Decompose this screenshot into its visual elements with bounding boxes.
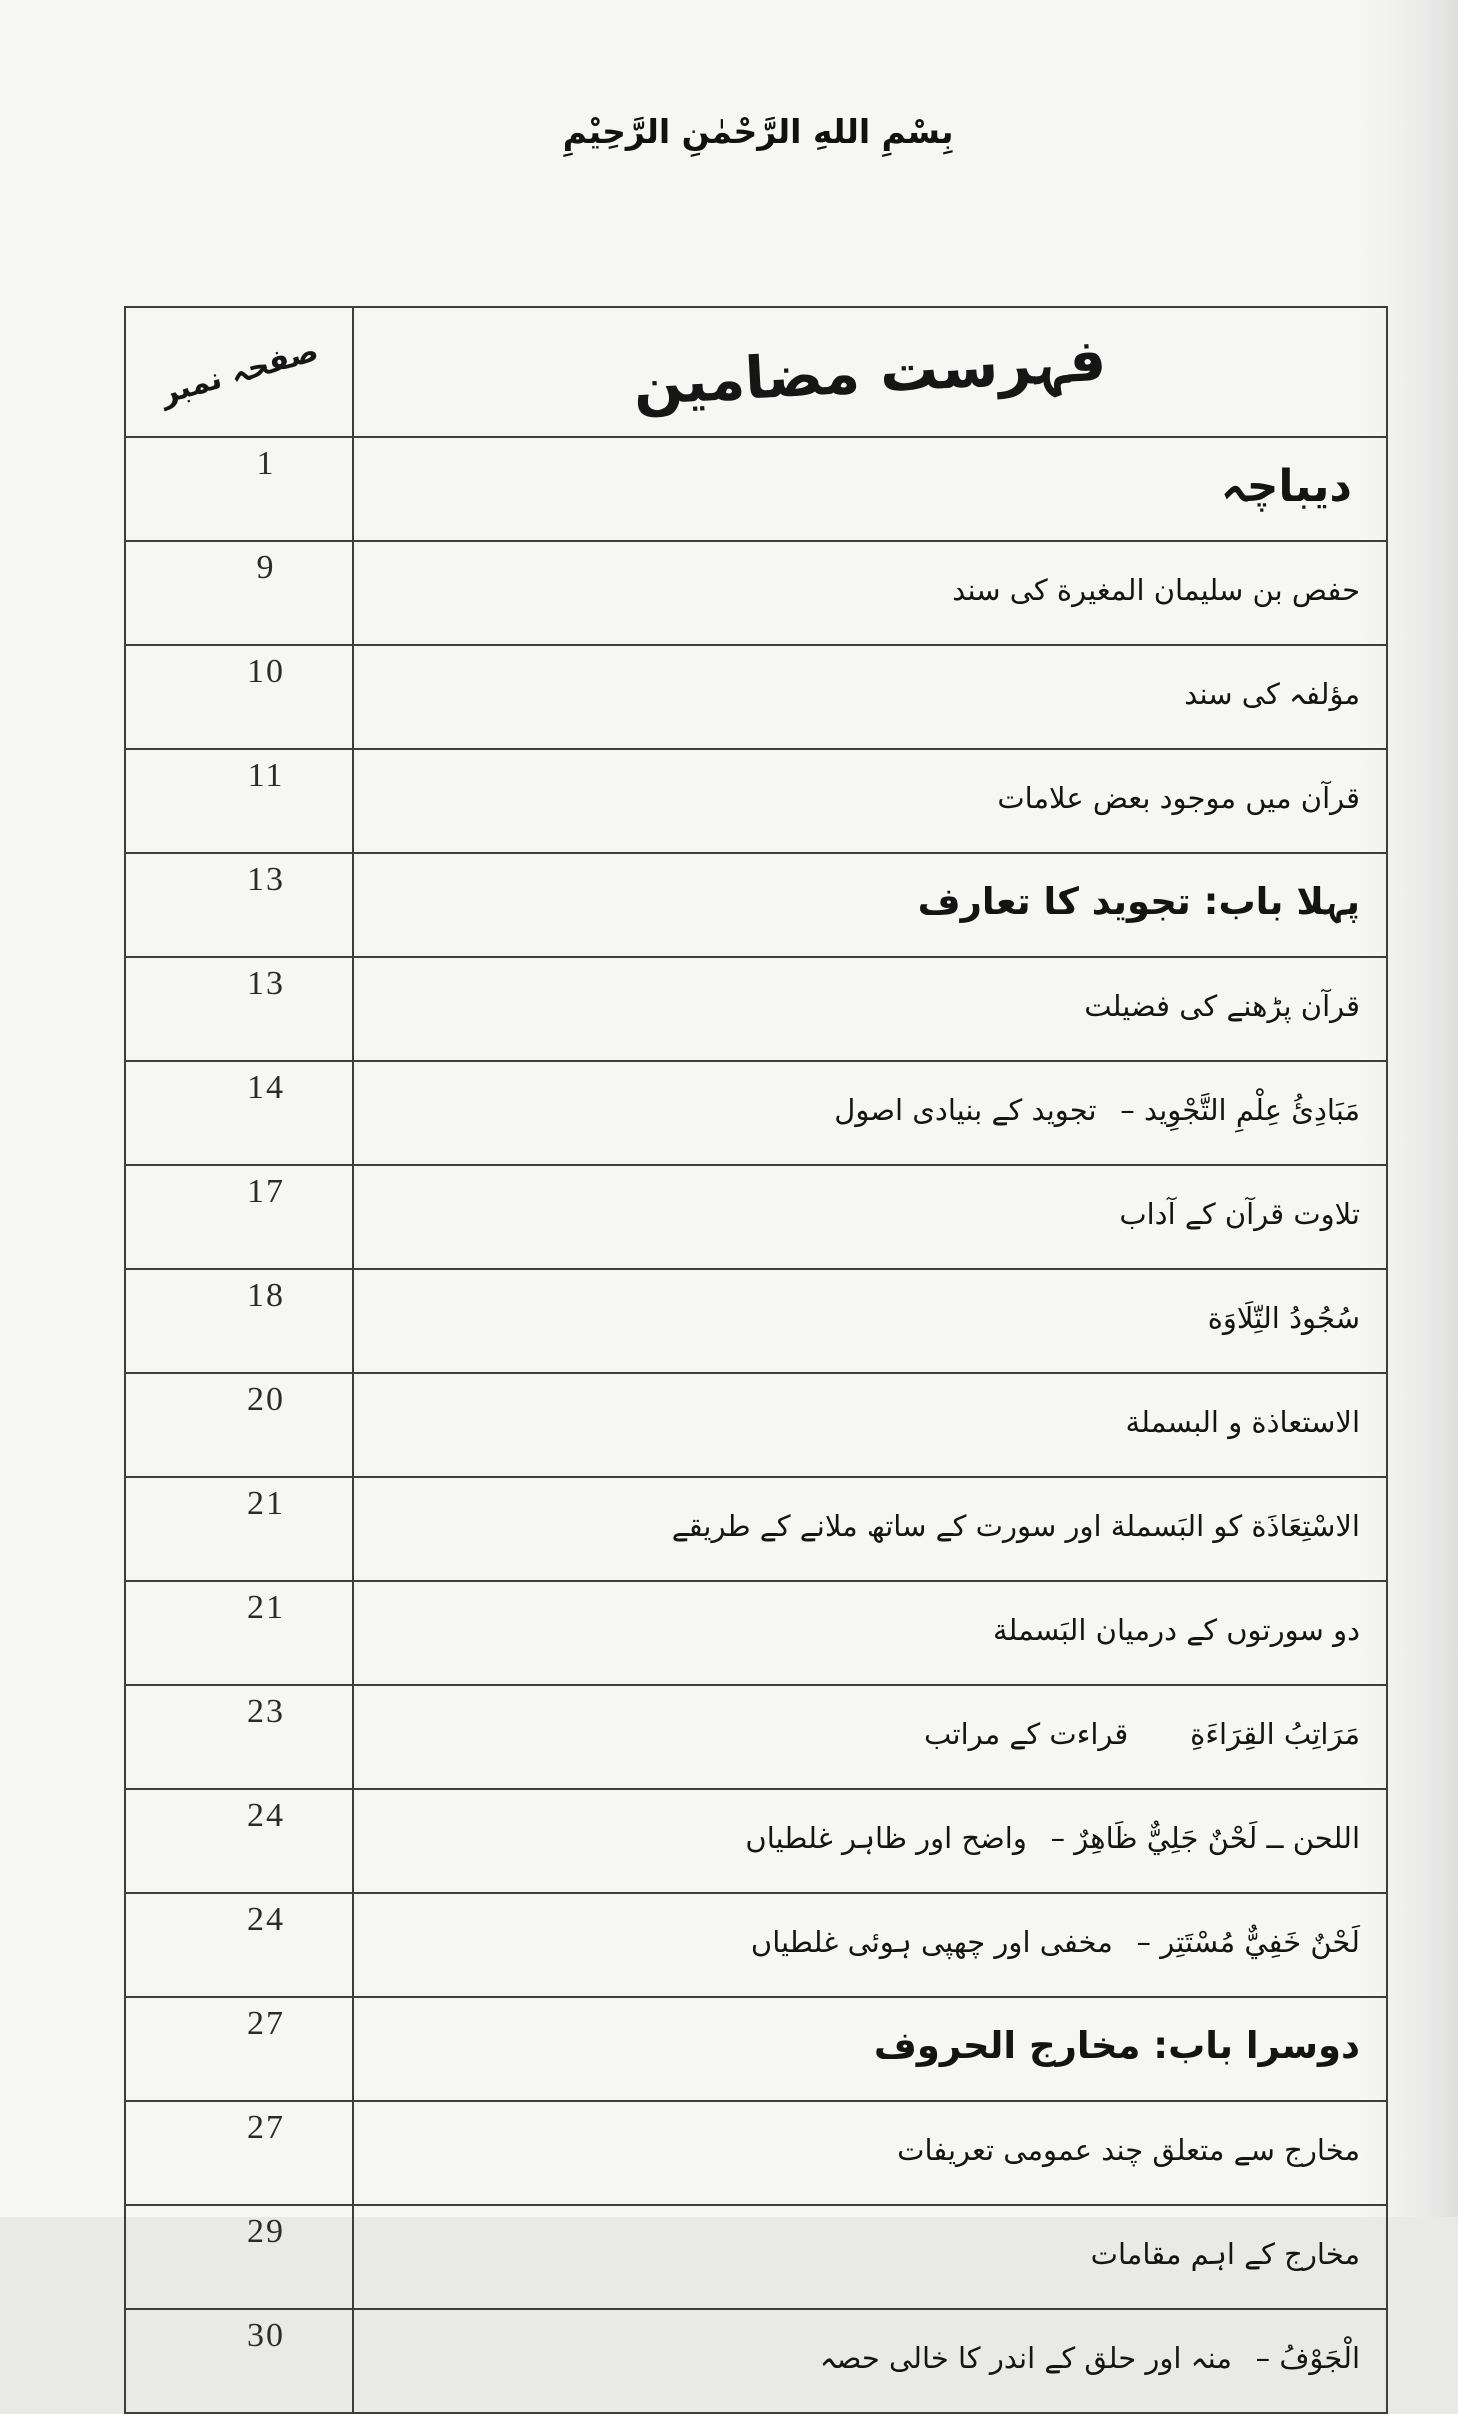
toc-row	[125, 2101, 1387, 2205]
toc-entry-title: مخارج کے اہم مقامات	[1090, 2236, 1360, 2271]
page-number-cell	[125, 1789, 353, 1893]
page-number-cell	[125, 1997, 353, 2101]
page-number-cell	[125, 1477, 353, 1581]
page-number: 18	[247, 1277, 285, 1314]
page-number: 21	[247, 1589, 285, 1626]
toc-entry-title: الْجَوْفُ – منہ اور حلق کے اندر کا خالی حصہ	[819, 2340, 1360, 2375]
toc-entry-cell	[353, 1373, 1387, 1477]
page-number-column-header	[125, 307, 353, 437]
toc-entry-title: مؤلفہ کی سند	[1184, 676, 1360, 711]
contents-column-label: فہرست مضامین	[631, 325, 1109, 419]
page-number: 30	[247, 2317, 285, 2354]
toc-entry-cell	[353, 645, 1387, 749]
toc-entry-title: سُجُودُ التِّلَاوَة	[1207, 1300, 1360, 1335]
page-number-cell	[125, 1061, 353, 1165]
toc-row	[125, 1893, 1387, 1997]
toc-entry-title: لَحْنٌ خَفِيٌّ مُسْتَتِر – مخفی اور چھپی ہوئی غلطیاں	[750, 1924, 1360, 1959]
page-number: 13	[247, 861, 285, 898]
toc-entry-title: الاسْتِعَاذَة کو البَسملة اور سورت کے ساتھ ملانے کے طریقے	[671, 1508, 1360, 1543]
page-number: 21	[247, 1485, 285, 1522]
page-number-cell	[125, 2205, 353, 2309]
page-number: 24	[247, 1797, 285, 1834]
bismillah-calligraphy: بِسْمِ اللهِ الرَّحْمٰنِ الرَّحِيْمِ	[562, 112, 954, 151]
toc-row	[125, 1685, 1387, 1789]
toc-row	[125, 1997, 1387, 2101]
page-number: 23	[247, 1693, 285, 1730]
page-number-cell	[125, 1373, 353, 1477]
toc-entry-cell	[353, 1789, 1387, 1893]
toc-entry-cell	[353, 749, 1387, 853]
toc-entry-cell	[353, 1997, 1387, 2101]
toc-row	[125, 957, 1387, 1061]
toc-entry-title: الاستعاذة و البسملة	[1125, 1404, 1360, 1439]
toc-entry-cell	[353, 1893, 1387, 1997]
page-number: 10	[247, 653, 285, 690]
toc-row	[125, 1269, 1387, 1373]
toc-header-row	[125, 307, 1387, 437]
toc-entry-cell	[353, 1477, 1387, 1581]
page-number: 27	[247, 2109, 285, 2146]
page-number: 14	[247, 1069, 285, 1106]
toc-entry-cell	[353, 2101, 1387, 2205]
page-number-cell	[125, 1581, 353, 1685]
page-number-column-label: صفحہ نمبر	[156, 332, 322, 412]
toc-table	[124, 306, 1388, 2414]
toc-entry-cell	[353, 1165, 1387, 1269]
page-number: 27	[247, 2005, 285, 2042]
toc-row	[125, 1477, 1387, 1581]
toc-entry-title: پہلا باب: تجوید کا تعارف	[917, 879, 1360, 923]
page-number-cell	[125, 645, 353, 749]
toc-entry-cell	[353, 2205, 1387, 2309]
page-number-cell	[125, 1269, 353, 1373]
page-number-cell	[125, 1165, 353, 1269]
contents-column-header	[353, 307, 1387, 437]
toc-entry-cell	[353, 1581, 1387, 1685]
toc-row	[125, 437, 1387, 541]
toc-entry-title: مخارج سے متعلق چند عمومی تعریفات	[897, 2132, 1360, 2167]
toc-entry-cell	[353, 541, 1387, 645]
toc-row	[125, 853, 1387, 957]
toc-entry-cell	[353, 957, 1387, 1061]
toc-entry-cell	[353, 1685, 1387, 1789]
toc-row	[125, 2309, 1387, 2413]
page-number-cell	[125, 749, 353, 853]
page-number: 13	[247, 965, 285, 1002]
toc-entry-cell	[353, 437, 1387, 541]
toc-entry-title: مَرَاتِبُ القِرَاءَةِ قراءت کے مراتب	[924, 1716, 1360, 1751]
toc-entry-cell	[353, 1269, 1387, 1373]
page-number-cell	[125, 1893, 353, 1997]
toc-entry-title: قرآن پڑھنے کی فضیلت	[1084, 988, 1360, 1023]
page-number-cell	[125, 957, 353, 1061]
page-number-cell	[125, 853, 353, 957]
page-number-cell	[125, 2101, 353, 2205]
toc-row	[125, 645, 1387, 749]
page-number-cell	[125, 437, 353, 541]
toc-entry-title: تلاوت قرآن کے آداب	[1119, 1196, 1360, 1231]
toc-entry-title: قرآن میں موجود بعض علامات	[997, 780, 1360, 815]
page-number: 11	[247, 757, 285, 794]
toc-row	[125, 749, 1387, 853]
toc-row	[125, 1789, 1387, 1893]
toc-row	[125, 1581, 1387, 1685]
toc-row	[125, 1165, 1387, 1269]
page-number-cell	[125, 2309, 353, 2413]
toc-entry-title: دوسرا باب: مخارج الحروف	[873, 2023, 1360, 2067]
page-number: 1	[256, 445, 276, 482]
page-number: 17	[247, 1173, 285, 1210]
toc-entry-title: حفص بن سلیمان المغیرة کی سند	[952, 572, 1360, 607]
toc-entry-title: دیباچہ	[1220, 460, 1352, 512]
toc-entry-title: دو سورتوں کے درمیان البَسملة	[993, 1612, 1360, 1647]
page-number: 24	[247, 1901, 285, 1938]
toc-entry-title: مَبَادِئُ عِلْمِ التَّجْوِيد – تجوید کے بنیادی اصول	[834, 1092, 1360, 1127]
toc-row	[125, 1373, 1387, 1477]
toc-row	[125, 2205, 1387, 2309]
toc-entry-cell	[353, 853, 1387, 957]
page-number-cell	[125, 541, 353, 645]
page-number-cell	[125, 1685, 353, 1789]
toc-entry-cell	[353, 1061, 1387, 1165]
toc-row	[125, 1061, 1387, 1165]
toc-entry-title: اللحن ــ لَحْنٌ جَلِيٌّ ظَاهِرٌ – واضح اور ظاہر غلطیاں	[745, 1820, 1360, 1855]
page-number: 20	[247, 1381, 285, 1418]
toc-body	[125, 437, 1387, 2413]
page-number: 9	[256, 549, 276, 586]
page-number: 29	[247, 2213, 285, 2250]
toc-row	[125, 541, 1387, 645]
toc-entry-cell	[353, 2309, 1387, 2413]
